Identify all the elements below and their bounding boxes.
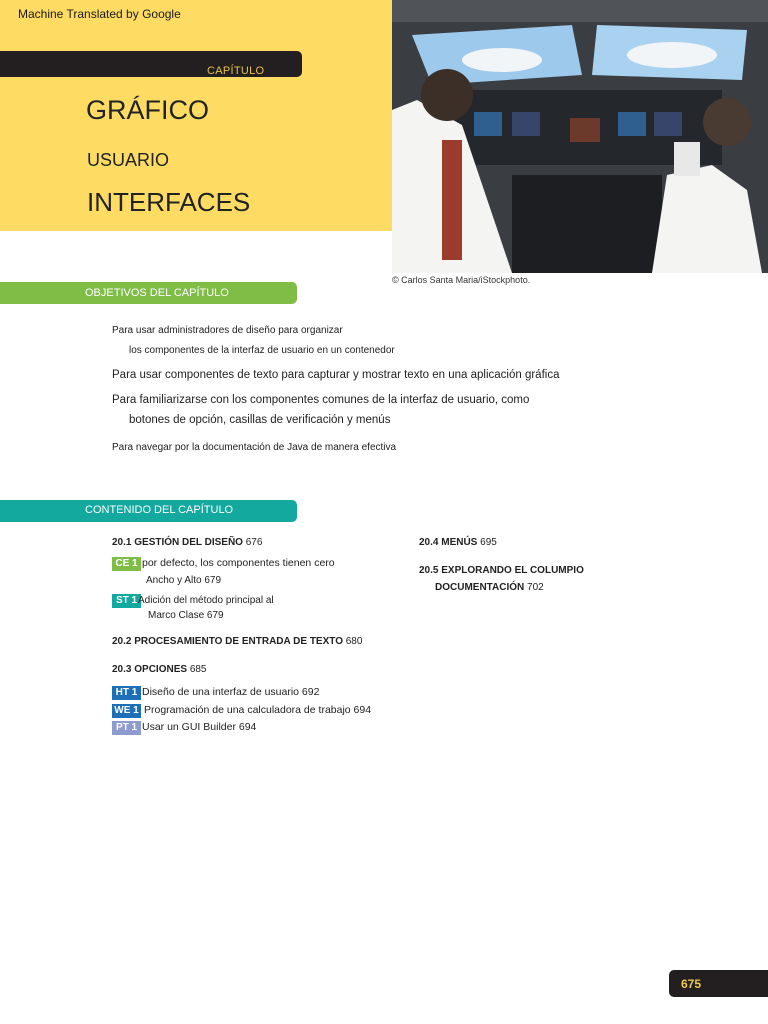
toc-section-continued[interactable] bbox=[435, 582, 544, 593]
toc-section-title: 20.3 OPCIONES bbox=[112, 664, 188, 675]
toc-section[interactable] bbox=[419, 537, 497, 548]
toc-section[interactable] bbox=[419, 565, 584, 576]
chapter-title-line2: USUARIO bbox=[87, 150, 170, 170]
toc-section-title: 20.5 EXPLORANDO EL COLUMPIO bbox=[419, 565, 584, 576]
we-badge: WE 1 bbox=[112, 704, 141, 718]
toc-section-page: 695 bbox=[480, 537, 497, 548]
toc-section[interactable] bbox=[112, 664, 207, 675]
toc-section-title: 20.4 MENÚS bbox=[419, 537, 478, 548]
objective-item: Para familiarizarse con los componentes comunes de la interfaz de usuario, como bbox=[112, 394, 530, 406]
toc-box-item-continued: Marco Clase 679 bbox=[148, 610, 224, 621]
toc-section[interactable] bbox=[112, 636, 362, 647]
objectives-heading: OBJETIVOS DEL CAPÍTULO bbox=[85, 287, 229, 299]
toc-box-item-continued: Ancho y Alto 679 bbox=[146, 575, 222, 586]
machine-translation-note: Machine Translated by Google bbox=[18, 7, 181, 21]
toc-box-item[interactable]: Programación de una calculadora de trabajo 694 bbox=[144, 704, 372, 716]
toc-section-page: 702 bbox=[527, 582, 544, 593]
toc-section-page: 676 bbox=[245, 537, 263, 548]
photo-credit: © Carlos Santa Maria/iStockphoto. bbox=[392, 275, 531, 285]
ht-badge: HT 1 bbox=[112, 686, 141, 700]
chapter-title-line1: GRÁFICO bbox=[86, 95, 210, 125]
page-number: 675 bbox=[681, 977, 702, 991]
objective-item: Para navegar por la documentación de Java de manera efectiva bbox=[112, 442, 397, 453]
toc-section[interactable] bbox=[112, 537, 262, 548]
toc-section-title: DOCUMENTACIÓN bbox=[435, 582, 525, 593]
chapter-label: CAPÍTULO bbox=[207, 65, 265, 77]
cockpit-photo bbox=[392, 0, 768, 273]
ce-badge: CE 1 bbox=[112, 557, 141, 571]
toc-section-title: 20.2 PROCESAMIENTO DE ENTRADA DE TEXTO bbox=[112, 636, 343, 647]
chapter-title-line3: INTERFACES bbox=[87, 187, 251, 217]
objective-item-continued: botones de opción, casillas de verificación y menús bbox=[129, 414, 391, 426]
toc-box-item[interactable]: Usar un GUI Builder 694 bbox=[142, 721, 257, 733]
objective-item: Para usar componentes de texto para capturar y mostrar texto en una aplicación gráfica bbox=[112, 369, 560, 381]
toc-section-page: 685 bbox=[189, 664, 207, 675]
st-badge: ST 1 bbox=[112, 594, 141, 608]
toc-box-item[interactable]: Adición del método principal al bbox=[138, 595, 274, 606]
toc-box-item[interactable]: por defecto, los componentes tienen cero bbox=[142, 557, 335, 569]
toc-section-title: 20.1 GESTIÓN DEL DISEÑO bbox=[112, 537, 243, 548]
pt-badge: PT 1 bbox=[112, 721, 141, 735]
objective-item-continued: los componentes de la interfaz de usuario en un contenedor bbox=[129, 345, 395, 356]
contents-heading: CONTENIDO DEL CAPÍTULO bbox=[85, 504, 234, 516]
toc-section-page: 680 bbox=[345, 636, 363, 647]
cockpit-illustration bbox=[392, 0, 768, 273]
toc-box-item[interactable]: Diseño de una interfaz de usuario 692 bbox=[142, 686, 320, 698]
objective-item: Para usar administradores de diseño para organizar bbox=[112, 325, 343, 336]
